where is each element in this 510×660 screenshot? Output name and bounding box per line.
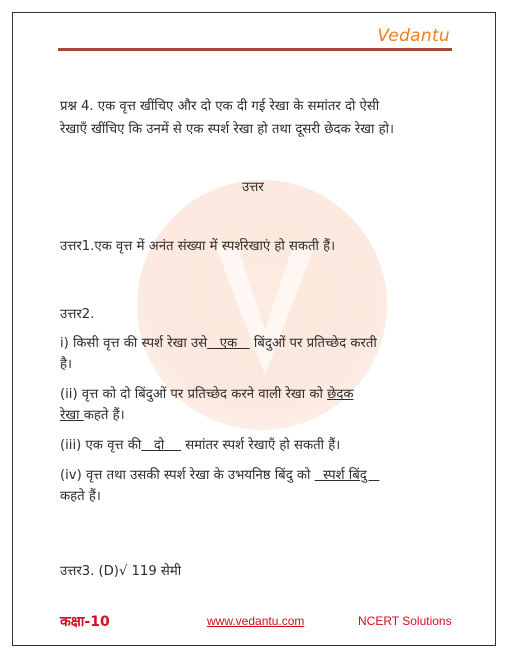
item-ii-line2 bbox=[60, 406, 125, 425]
footer-label: NCERT Solutions bbox=[358, 614, 452, 628]
item-ii-blank1: छेदक bbox=[327, 387, 354, 402]
item-iv-blank: स्पर्श बिंदु bbox=[314, 468, 380, 483]
item-i-line2: है। bbox=[60, 357, 73, 372]
header-rule bbox=[58, 48, 452, 51]
footer-class: कक्षा-10 bbox=[60, 614, 110, 630]
question-line-2: रेखाएँ खींचिए कि उनमें से एक स्पर्श रेखा हो तथा दूसरी छेदक रेखा हो। bbox=[60, 122, 395, 137]
item-i-pre: i) किसी वृत्त की स्पर्श रेखा उसे bbox=[60, 336, 208, 351]
answer-2-label: उत्तर2. bbox=[60, 307, 95, 322]
item-iv-line2: कहते हैं। bbox=[60, 489, 101, 504]
item-ii bbox=[60, 385, 353, 404]
item-ii-blank2: रेखा bbox=[60, 408, 84, 423]
answer-1: उत्तर1.एक वृत्त में अनंत संख्या में स्पर्शरेखाएं हो सकती हैं। bbox=[60, 239, 336, 254]
item-i-blank: एक bbox=[207, 336, 250, 351]
item-iii bbox=[60, 436, 340, 455]
item-iv-pre: (iv) वृत्त तथा उसकी स्पर्श रेखा के उभयनिष्ठ बिंदु को bbox=[60, 468, 315, 483]
item-ii-post: कहते हैं। bbox=[83, 408, 125, 423]
answer-3: उत्तर3. (D)√ 119 सेमी bbox=[60, 564, 182, 579]
item-iii-pre: (iii) एक वृत्त की bbox=[60, 438, 142, 453]
footer-website-link[interactable]: www.vedantu.com bbox=[207, 614, 305, 628]
item-iii-post: समांतर स्पर्श रेखाएँ हो सकती हैं। bbox=[181, 438, 341, 453]
item-i bbox=[60, 334, 377, 353]
item-iii-blank: दो bbox=[141, 438, 182, 453]
answer-heading: उत्तर bbox=[242, 180, 264, 195]
item-ii-pre: (ii) वृत्त को दो बिंदुओं पर प्रतिच्छेद करने वाली रेखा को bbox=[60, 387, 328, 402]
watermark-v-logo bbox=[205, 235, 325, 385]
question-line-1: प्रश्न 4. एक वृत्त खींचिए और दो एक दी गई रेखा के समांतर दो ऐसी bbox=[60, 99, 380, 114]
item-i-post: बिंदुओं पर प्रतिच्छेद करती bbox=[249, 336, 377, 351]
item-iv bbox=[60, 466, 379, 485]
vedantu-logo: Vedantu bbox=[377, 26, 450, 46]
